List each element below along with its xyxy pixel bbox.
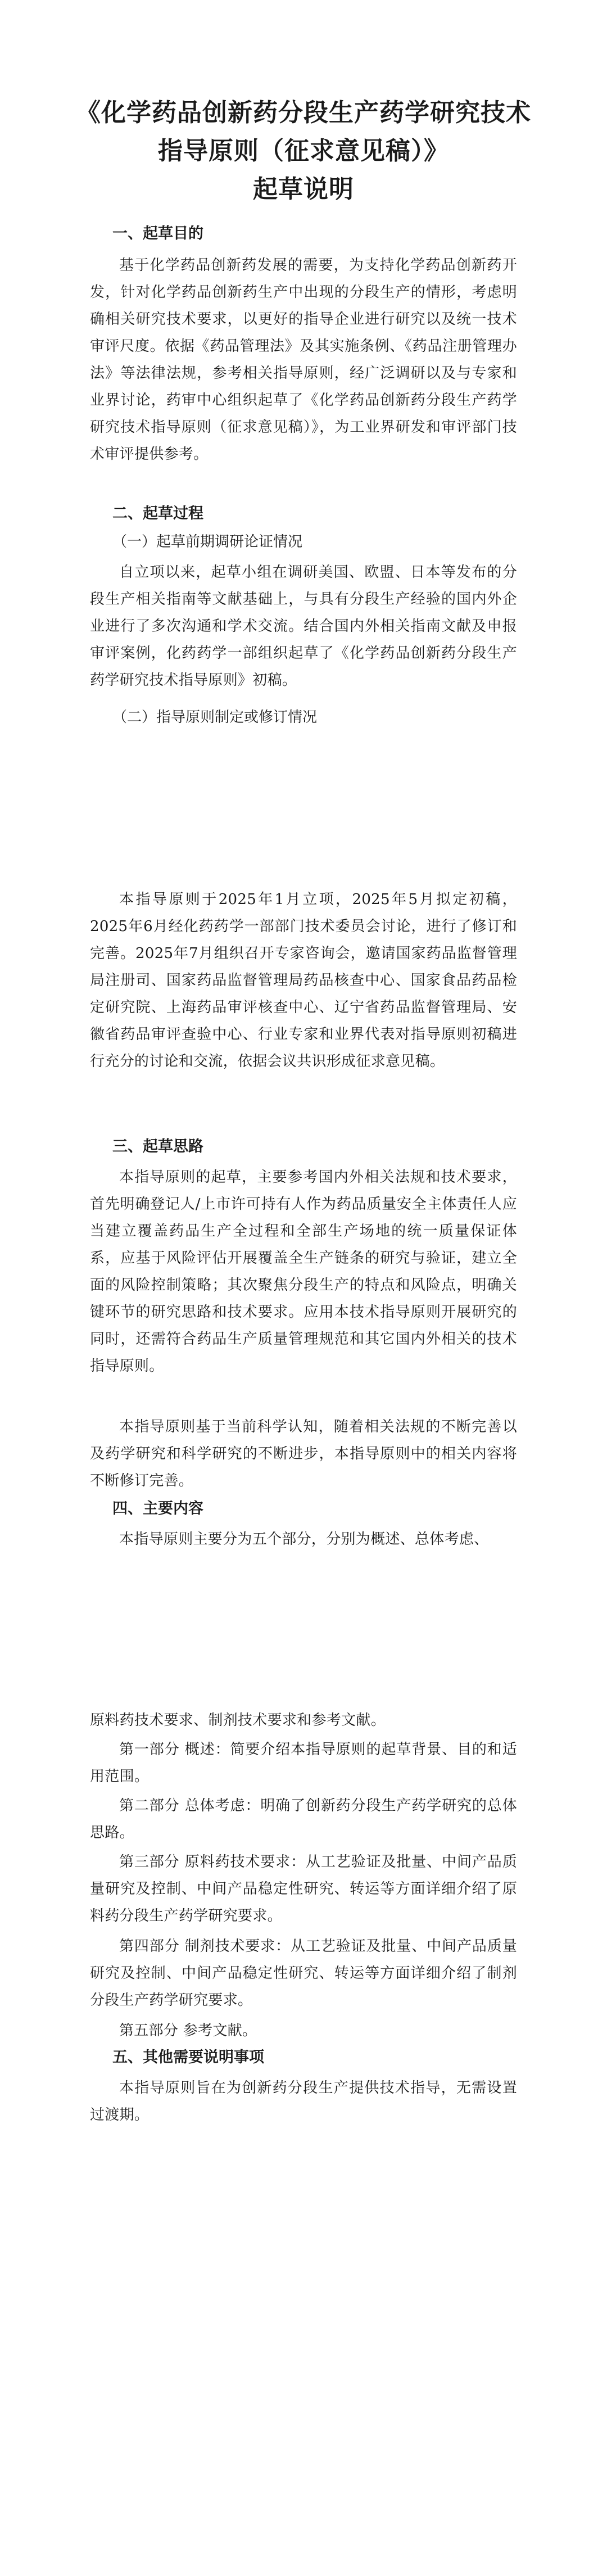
section-2-subheading-2: （二）指导原则制定或修订情况 [112, 709, 318, 726]
section-2-heading: 二、起草过程 [112, 505, 203, 522]
section-4-part-3: 第三部分 原料药技术要求：从工艺验证及批量、中间产品质量研究及控制、中间产品稳定性研究、转运等方面详细介绍了原料药分段生产药学研究要求。 [90, 1854, 517, 1924]
section-2-paragraph-2: 本指导原则于2025年1月立项，2025年5月拟定初稿，2025年6月经化药药学一部部门技术委员会讨论，进行了修订和完善。2025年7月组织召开专家咨询会，邀请国家药品监督管理局注册司、国家药品监督管理局药品核查中心、国家食品药品检定研究院、上海药品审评核查中心、辽宁省药品监督管理局、安徽省药品审评查验中心、行业专家和业界代表对指导原则初稿进行充分的讨论和交流，依据会议共识形成征求意见稿。 [90, 891, 517, 1070]
section-4-part-4: 第四部分 制剂技术要求：从工艺验证及批量、中间产品质量研究及控制、中间产品稳定性研究、转运等方面详细介绍了制剂分段生产药学研究要求。 [90, 1938, 517, 2009]
section-5-paragraph: 本指导原则旨在为创新药分段生产提供技术指导，无需设置过渡期。 [90, 2080, 517, 2123]
document-title-line-2: 指导原则（征求意见稿）》 [158, 137, 449, 165]
document-title-line-1: 《化学药品创新药分段生产药学研究技术 [76, 98, 531, 127]
section-1-paragraph: 基于化学药品创新药发展的需要，为支持化学药品创新药开发，针对化学药品创新药生产中出现的分段生产的情形，考虑明确相关研究技术要求，以更好的指导企业进行研究以及统一技术审评尺度。依据《药品管理法》及其实施条例、《药品注册管理办法》等法律法规，参考相关指导原则，经广泛调研以及与专家和业界讨论，药审中心组织起草了《化学药品创新药分段生产药学研究技术指导原则（征求意见稿）》，为工业界研发和审评部门技术审评提供参考。 [90, 257, 517, 463]
section-3-paragraph-1: 本指导原则的起草，主要参考国内外相关法规和技术要求，首先明确登记人/上市许可持有人作为药品质量安全主体责任人应当建立覆盖药品生产全过程和全部生产场地的统一质量保证体系，应基于风险评估开展覆盖全生产链条的研究与验证，建立全面的风险控制策略；其次聚焦分段生产的特点和风险点，明确关键环节的研究思路和技术要求。应用本技术指导原则开展研究的同时，还需符合药品生产质量管理规范和其它国内外相关的技术指导原则。 [90, 1169, 517, 1375]
section-2-paragraph-1: 自立项以来，起草小组在调研美国、欧盟、日本等发布的分段生产相关指南等文献基础上，与具有分段生产经验的国内外企业进行了多次沟通和学术交流。结合国内外相关指南文献及申报审评案例，化药药学一部组织起草了《化学药品创新药分段生产药学研究技术指导原则》初稿。 [90, 564, 517, 689]
section-4-part-1: 第一部分 概述：简要介绍本指导原则的起草背景、目的和适用范围。 [90, 1741, 517, 1785]
section-4-paragraph-1-start: 本指导原则主要分为五个部分，分别为概述、总体考虑、 [119, 1531, 489, 1548]
section-1-heading: 一、起草目的 [112, 225, 203, 242]
section-2-subheading-1: （一）起草前期调研论证情况 [112, 534, 303, 550]
section-4-part-5: 第五部分 参考文献。 [119, 2022, 257, 2039]
section-4-part-2: 第二部分 总体考虑：明确了创新药分段生产药学研究的总体思路。 [90, 1797, 517, 1841]
section-4-heading: 四、主要内容 [112, 1500, 203, 1517]
section-4-paragraph-1-end: 原料药技术要求、制剂技术要求和参考文献。 [90, 1712, 386, 1729]
document-subtitle: 起草说明 [253, 175, 354, 204]
section-5-heading: 五、其他需要说明事项 [112, 2049, 264, 2066]
section-3-paragraph-2: 本指导原则基于当前科学认知，随着相关法规的不断完善以及药学研究和科学研究的不断进步，本指导原则中的相关内容将不断修订完善。 [90, 1418, 517, 1489]
section-3-heading: 三、起草思路 [112, 1138, 203, 1155]
